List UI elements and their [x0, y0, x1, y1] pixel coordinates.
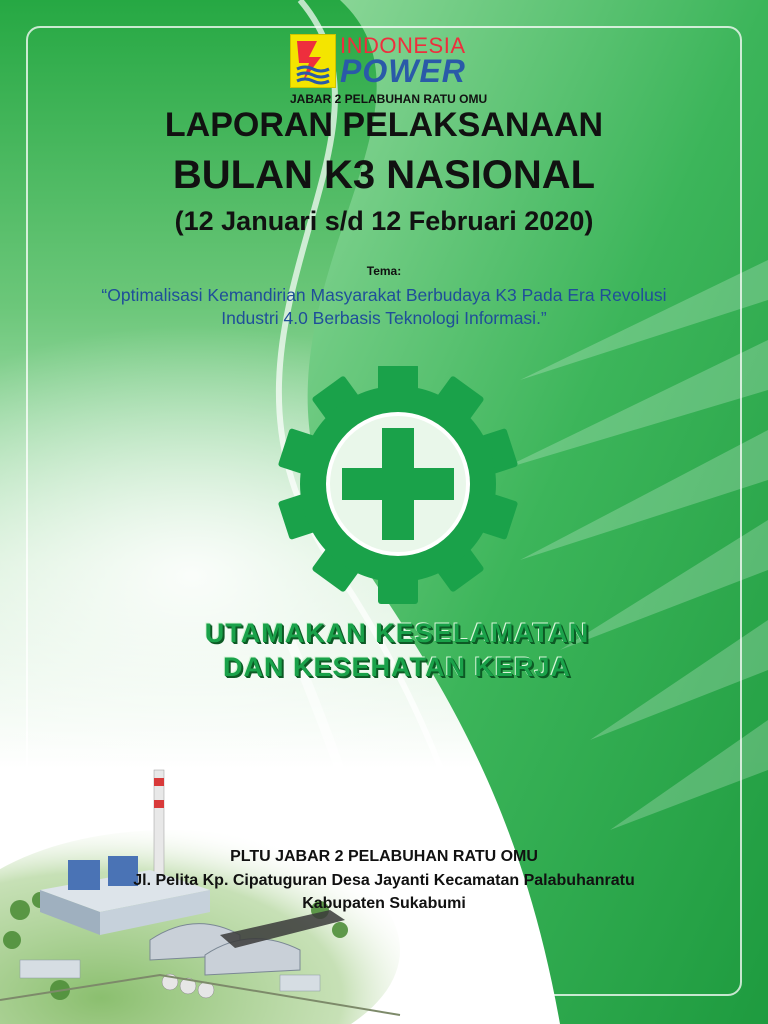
report-title: LAPORAN PELAKSANAAN: [164, 106, 604, 144]
slogan-line-1: UTAMAKAN KESELAMATAN: [204, 618, 590, 648]
report-period: (12 Januari s/d 12 Februari 2020): [174, 206, 594, 236]
power-plant-illustration: [0, 760, 420, 1024]
pln-lightning-icon: [290, 34, 336, 88]
report-subtitle: BULAN K3 NASIONAL: [172, 153, 596, 197]
logo-brand-top: INDONESIA: [340, 33, 466, 58]
logo-brand-bottom: POWER: [340, 53, 466, 89]
plant-regency: Kabupaten Sukabumi: [302, 895, 466, 912]
k3-gear-cross-icon: [268, 366, 528, 606]
theme-text: “Optimalisasi Kemandirian Masyarakat Berbudaya K3 Pada Era Revolusi Industri 4.0 Berbasis Teknologi Informasi.”: [101, 285, 667, 328]
logo-unit-name: JABAR 2 PELABUHAN RATU OMU: [290, 92, 488, 106]
slogan-line-2: DAN KESEHATAN KERJA: [222, 652, 572, 682]
theme-label: Tema:: [366, 264, 402, 278]
plant-street-address: Jl. Pelita Kp. Cipatuguran Desa Jayanti Kecamatan Palabuhanratu: [133, 872, 635, 889]
indonesia-power-logo: [290, 34, 500, 108]
plant-name: PLTU JABAR 2 PELABUHAN RATU OMU: [230, 848, 538, 865]
